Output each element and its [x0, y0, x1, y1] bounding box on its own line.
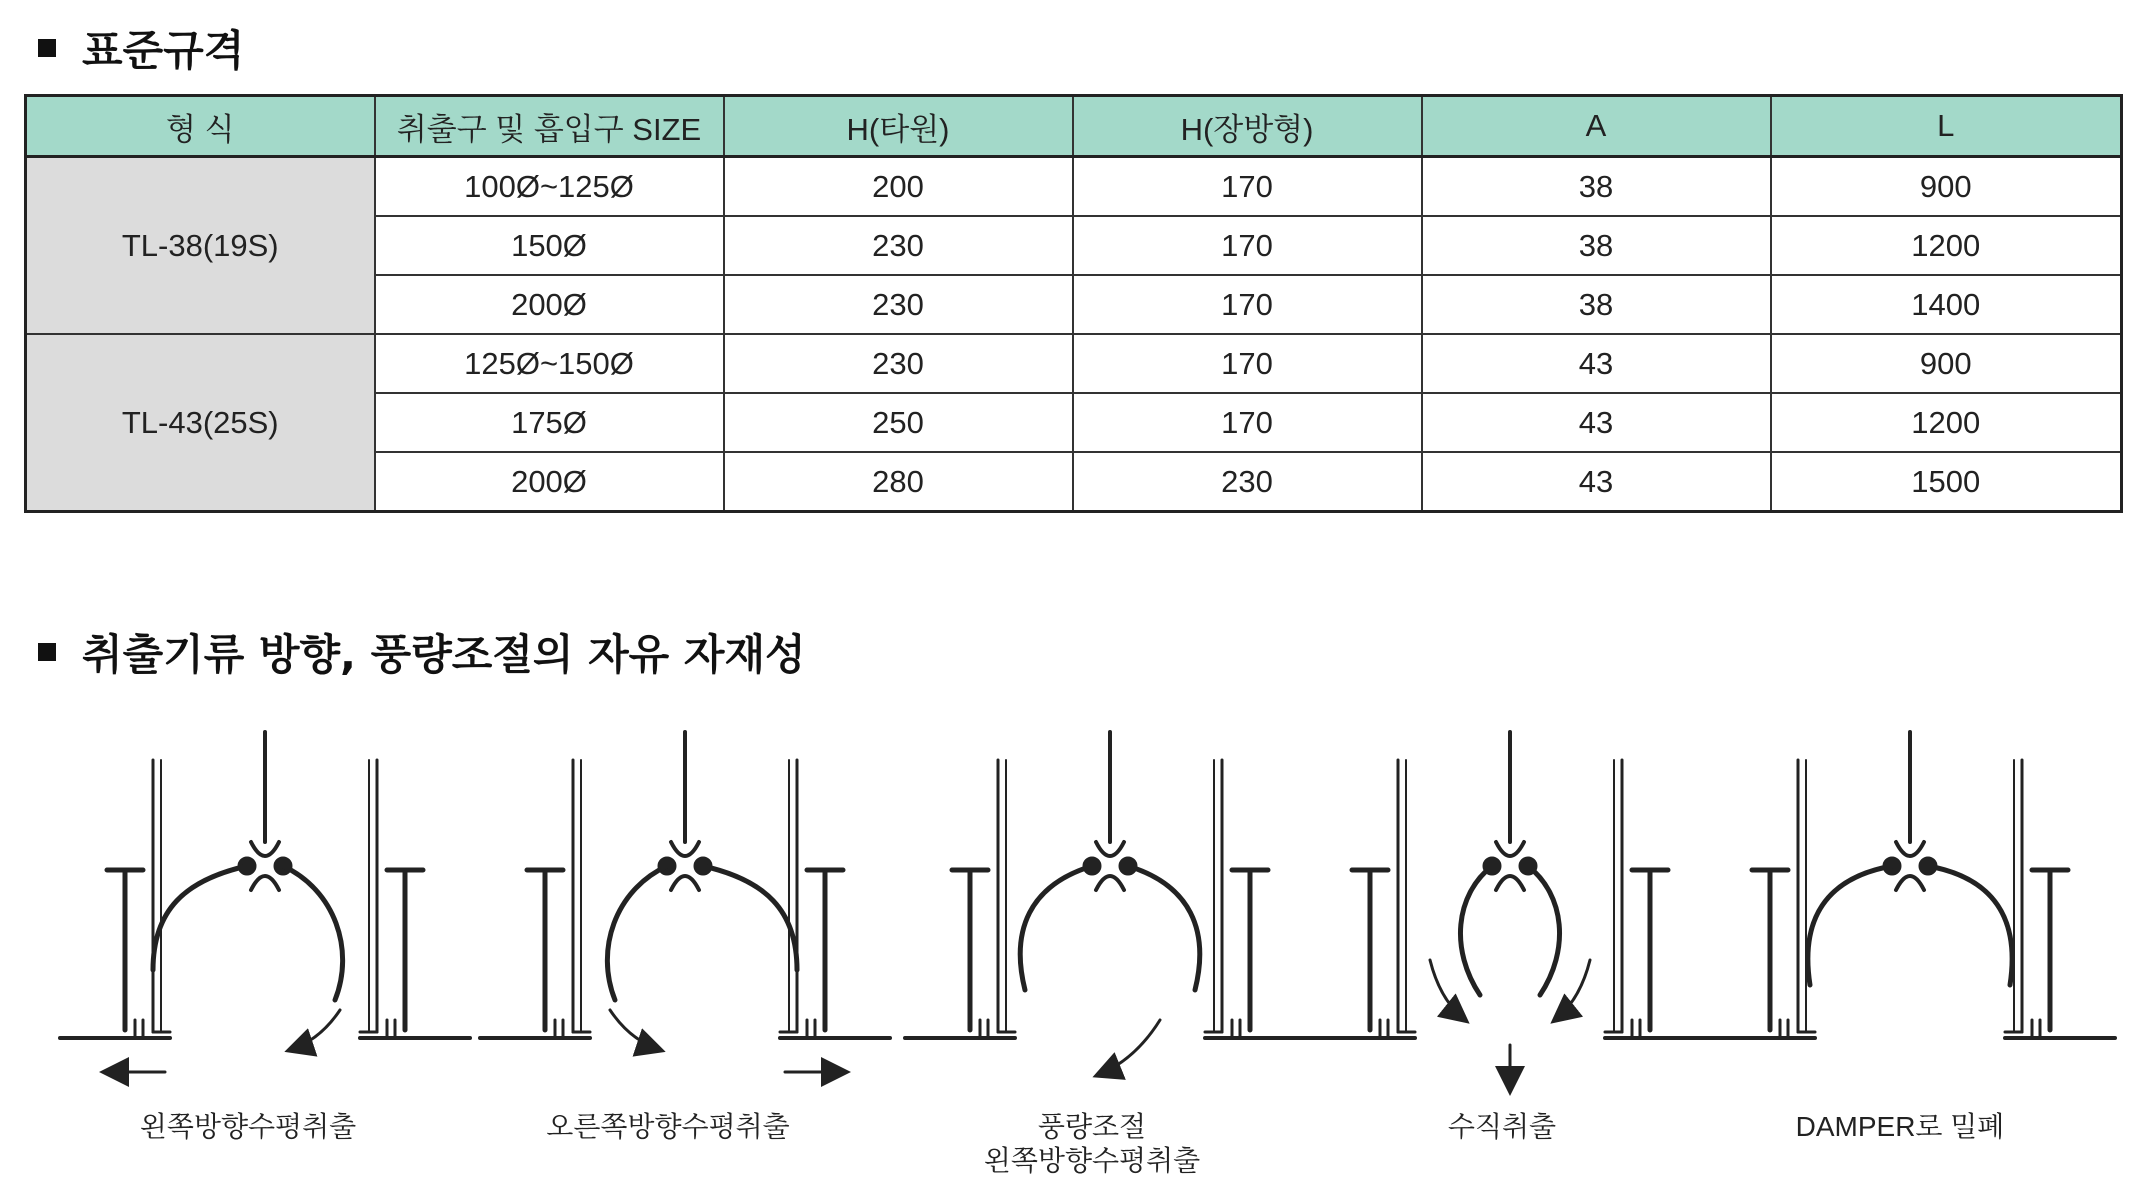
table-cell: 1500 [1771, 452, 2122, 512]
table-cell: 1400 [1771, 275, 2122, 334]
caption-right-horizontal: 오른쪽방향수평취출 [546, 1111, 790, 1142]
t-bar-left [107, 870, 143, 1030]
spec-table [24, 94, 2123, 513]
t-bar-right [387, 870, 423, 1030]
t-bar-left [1352, 870, 1388, 1030]
header-h-rect: H(장방형) [1073, 96, 1422, 157]
table-cell: 230 [1073, 452, 1422, 512]
support-ticks-right [1632, 1020, 1640, 1036]
header-size: 취출구 및 흡입구 SIZE [375, 96, 724, 157]
t-bar-left [1752, 870, 1788, 1030]
caption-vertical: 수직취출 [1447, 1111, 1557, 1142]
header-h-oval: H(타원) [724, 96, 1073, 157]
table-cell: 170 [1073, 275, 1422, 334]
t-bar-right [1632, 870, 1668, 1030]
diagram-4 [1305, 732, 1715, 1090]
table-cell: 230 [724, 216, 1073, 275]
table-cell: 200Ø [375, 452, 724, 512]
support-ticks-left [135, 1020, 143, 1036]
table-cell: 200 [724, 157, 1073, 217]
t-bar-right [1232, 870, 1268, 1030]
caption-left-horizontal: 왼쪽방향수평취출 [139, 1111, 357, 1142]
table-cell: 1200 [1771, 393, 2122, 452]
airflow-arrow [1098, 1020, 1160, 1075]
table-cell: 170 [1073, 157, 1422, 217]
support-ticks-right [2032, 1020, 2040, 1036]
section-title-text: 취출기류 방향, 풍량조절의 자유 자재성 [82, 630, 806, 679]
diagram-5 [1705, 732, 2115, 1038]
table-cell: 150Ø [375, 216, 724, 275]
support-ticks-left [1780, 1020, 1788, 1036]
section-title-standard [38, 18, 244, 78]
diagram-2 [480, 732, 890, 1072]
damper-blade-left [1460, 866, 1492, 995]
model-cell: TL-43(25S) [26, 334, 375, 512]
table-cell: 200Ø [375, 275, 724, 334]
damper-blade-right [1128, 866, 1200, 990]
square-bullet-icon [38, 39, 56, 57]
table-cell: 170 [1073, 216, 1422, 275]
table-cell: 170 [1073, 393, 1422, 452]
damper-blade-right [1528, 866, 1560, 995]
airflow-arrow [610, 1010, 660, 1050]
table-cell: 230 [724, 275, 1073, 334]
table-cell: 900 [1771, 334, 2122, 393]
table-cell: 900 [1771, 157, 2122, 217]
support-ticks-left [980, 1020, 988, 1036]
support-ticks-right [1232, 1020, 1240, 1036]
support-ticks-right [807, 1020, 815, 1036]
table-cell: 43 [1422, 452, 1771, 512]
table-cell: 38 [1422, 157, 1771, 217]
damper-blade-left [153, 866, 247, 970]
airflow-arrow [290, 1010, 340, 1050]
t-bar-right [807, 870, 843, 1030]
caption-volume-control: 풍량조절 왼쪽방향수평취출 [983, 1111, 1201, 1176]
damper-blade-left [1020, 866, 1092, 990]
table-cell: 170 [1073, 334, 1422, 393]
damper-blade-left [607, 866, 667, 1000]
support-ticks-left [1380, 1020, 1388, 1036]
table-cell: 38 [1422, 216, 1771, 275]
table-cell: 38 [1422, 275, 1771, 334]
airflow-arrow-right [1555, 960, 1590, 1020]
t-bar-left [952, 870, 988, 1030]
table-cell: 125Ø~150Ø [375, 334, 724, 393]
header-l: L [1771, 96, 2122, 157]
table-cell: 1200 [1771, 216, 2122, 275]
damper-blade-right [283, 866, 343, 1000]
airflow-arrow-left [1430, 960, 1465, 1020]
damper-blade-left [1808, 866, 1892, 985]
header-model: 형 식 [26, 96, 375, 157]
diagram-1 [60, 732, 470, 1072]
table-cell: 175Ø [375, 393, 724, 452]
table-cell: 280 [724, 452, 1073, 512]
table-cell: 230 [724, 334, 1073, 393]
damper-blade-right [1928, 866, 2012, 985]
diagram-3 [905, 732, 1315, 1075]
table-row [26, 157, 2122, 217]
table-header-row [26, 96, 2122, 157]
section-title-text: 표준규격 [82, 26, 245, 75]
section-title-airflow [38, 622, 806, 682]
support-ticks-right [387, 1020, 395, 1036]
support-ticks-left [555, 1020, 563, 1036]
square-bullet-icon [38, 643, 56, 661]
damper-blade-right [703, 866, 797, 970]
table-row [26, 334, 2122, 393]
t-bar-right [2032, 870, 2068, 1030]
table-cell: 43 [1422, 393, 1771, 452]
caption-damper-closed: DAMPER로 밀폐 [1795, 1111, 2005, 1142]
table-cell: 100Ø~125Ø [375, 157, 724, 217]
table-cell: 43 [1422, 334, 1771, 393]
model-cell: TL-38(19S) [26, 157, 375, 335]
t-bar-left [527, 870, 563, 1030]
table-cell: 250 [724, 393, 1073, 452]
airflow-diagrams [0, 720, 2136, 1178]
header-a: A [1422, 96, 1771, 157]
